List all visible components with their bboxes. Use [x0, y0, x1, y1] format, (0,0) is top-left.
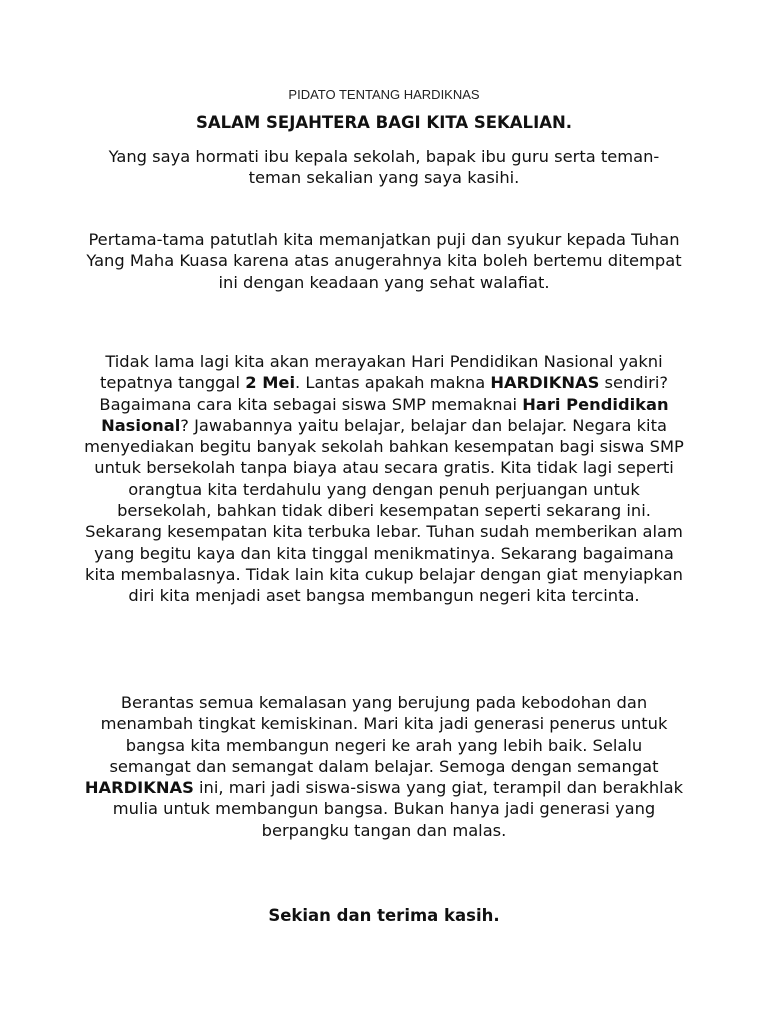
address-paragraph: Yang saya hormati ibu kepala sekolah, bapak ibu guru serta teman-teman sekalian yang saya kasihi. [108, 147, 660, 188]
document-title: PIDATO TENTANG HARDIKNAS [288, 87, 480, 102]
date-highlight: 2 Mei [245, 373, 296, 393]
closing-paragraph [84, 692, 684, 841]
greeting-heading: SALAM SEJAHTERA BAGI KITA SEKALIAN. [195, 113, 573, 132]
signoff-line: Sekian dan terima kasih. [268, 906, 500, 925]
hari-pendidikan-highlight: Hari Pendidikan Nasional [101, 394, 669, 435]
main-text-3: sendiri? Bagaimana cara kita sebagai siswa SMP memaknai [99, 373, 669, 414]
main-text-1: Tidak lama lagi kita akan merayakan Hari Pendidikan Nasional yakni tepatnya tanggal [99, 352, 663, 393]
closing-text-1: Berantas semua kemalasan yang berujung pada kebodohan dan menambah tingkat kemiskinan. Mari kita jadi generasi penerus untuk bangsa kita membangun negeri ke arah yang lebih baik. Selalu semangat dan semangat dalam belajar. Semoga dengan semangat [100, 693, 668, 776]
main-text-4: ? Jawabannya yaitu belajar, belajar dan belajar. Negara kita menyediakan begitu banyak sekolah bahkan kesempatan bagi siswa SMP untuk bersekolah tanpa biaya atau secara gratis. Kita tidak lagi seperti orangtua kita terdahulu yang dengan penuh perjuangan untuk bersekolah, bahkan tidak diberi kesempatan seperti sekarang ini. Sekarang kesempatan kita terbuka lebar. Tuhan sudah memberikan alam yang begitu kaya dan kita tinggal menikmatinya. Sekarang bagaimana kita membalasnya. Tidak lain kita cukup belajar dengan giat menyiapkan diri kita menjadi aset bangsa membangun negeri kita tercinta. [84, 415, 684, 606]
intro-paragraph: Pertama-tama patutlah kita memanjatkan puji dan syukur kepada Tuhan Yang Maha Kuasa karena atas anugerahnya kita boleh bertemu ditempat ini dengan keadaan yang sehat walafiat. [86, 230, 682, 292]
hardiknas-highlight: HARDIKNAS [490, 373, 600, 393]
closing-text-2: ini, mari jadi siswa-siswa yang giat, terampil dan berakhlak mulia untuk membangun bangsa. Bukan hanya jadi generasi yang berpangku tangan dan malas. [112, 778, 684, 840]
main-text-2: . Lantas apakah makna [295, 373, 491, 393]
main-paragraph [84, 351, 684, 607]
hardiknas-highlight-closing: HARDIKNAS [84, 778, 194, 798]
